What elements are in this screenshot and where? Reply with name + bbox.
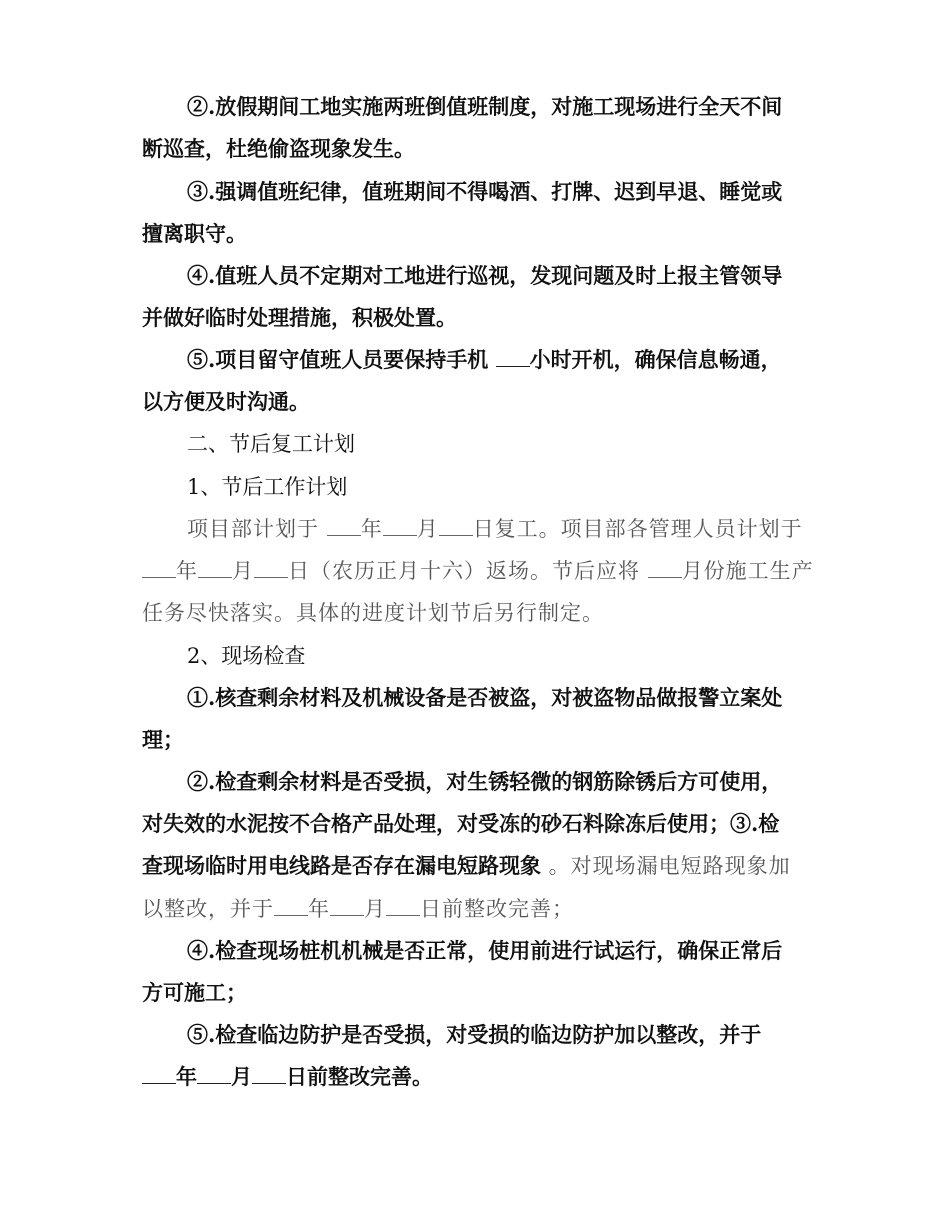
text-line <box>142 1062 822 1092</box>
text-span: ⑤.项目留守值班人员要保持手机 <box>187 347 496 372</box>
text-span: 年 <box>308 897 330 921</box>
fill-blank <box>142 557 176 578</box>
text-span: 月 <box>416 517 439 541</box>
text-line <box>142 894 822 924</box>
text-span: 。对现场漏电短路现象加 <box>541 854 791 878</box>
fill-blank <box>383 515 417 536</box>
text-span: 2、现场检查 <box>187 644 306 668</box>
text-line <box>187 92 867 122</box>
text-line <box>187 261 867 291</box>
fill-blank <box>142 1063 176 1084</box>
text-span: 日前整改完善； <box>420 897 574 921</box>
text-line <box>187 1020 867 1050</box>
text-line <box>142 809 822 839</box>
fill-blank <box>648 557 682 578</box>
text-span: ④.检查现场桩机机械是否正常，使用前进行试运行，确保正常后 <box>187 938 783 963</box>
text-line <box>187 177 867 207</box>
fill-blank <box>252 1063 286 1084</box>
text-line <box>187 514 867 544</box>
text-span: 年 <box>176 1064 197 1089</box>
text-span: 项目部计划于 <box>187 517 327 541</box>
fill-blank <box>197 1063 231 1084</box>
text-line <box>142 725 822 755</box>
fill-blank <box>330 895 364 916</box>
text-line <box>142 556 822 586</box>
text-span: 年 <box>360 517 383 541</box>
fill-blank <box>496 346 530 367</box>
fill-blank <box>198 557 232 578</box>
text-line <box>142 851 822 881</box>
text-span: 月 <box>232 559 254 583</box>
text-span: 日前整改完善。 <box>286 1064 433 1089</box>
text-span: 擅离职守。 <box>142 221 247 246</box>
fill-blank <box>439 515 473 536</box>
fill-blank <box>254 557 288 578</box>
text-span: 小时开机，确保信息畅通， <box>529 347 782 372</box>
text-span: ②.放假期间工地实施两班倒值班制度，对施工现场进行全天不间 <box>187 94 783 119</box>
text-line <box>187 683 867 713</box>
text-line <box>187 936 867 966</box>
text-span: 月 <box>364 897 386 921</box>
text-line <box>142 387 822 417</box>
text-span: ③.强调值班纪律，值班期间不得喝酒、打牌、迟到早退、睡觉或 <box>187 179 783 204</box>
text-span: 查现场临时用电线路是否存在漏电短路现象 <box>142 853 541 878</box>
text-span: 月 <box>231 1064 252 1089</box>
text-line <box>142 219 822 249</box>
text-span: 以方便及时沟通。 <box>142 389 310 414</box>
text-span: 二、节后复工计划 <box>187 432 355 456</box>
text-span: 对失效的水泥按不合格产品处理，对受冻的砂石料除冻后使用；③.检 <box>142 811 780 836</box>
text-line <box>187 767 867 797</box>
section-heading <box>187 429 867 459</box>
text-span: ④.值班人员不定期对工地进行巡视，发现问题及时上报主管领导 <box>187 263 783 288</box>
text-span: 以整改，并于 <box>142 897 274 921</box>
text-span: 并做好临时处理措施，积极处置。 <box>142 305 457 330</box>
text-span: 理； <box>142 727 184 752</box>
text-span: 1、节后工作计划 <box>187 475 348 499</box>
text-span: ①.核查剩余材料及机械设备是否被盗，对被盗物品做报警立案处 <box>187 685 783 710</box>
fill-blank <box>386 895 420 916</box>
text-span: 月份施工生产 <box>681 559 814 583</box>
text-span: 断巡查，杜绝偷盗现象发生。 <box>142 136 415 161</box>
subsection-heading <box>187 641 867 671</box>
text-line <box>142 598 822 628</box>
text-line <box>187 345 867 375</box>
subsection-heading <box>187 472 867 502</box>
text-span: 任务尽快落实。具体的进度计划节后另行制定。 <box>142 601 604 625</box>
text-span: 日复工。项目部各管理人员计划于 <box>472 517 803 541</box>
text-line <box>142 303 822 333</box>
fill-blank <box>274 895 308 916</box>
text-span: ②.检查剩余材料是否受损，对生锈轻微的钢筋除锈后方可使用， <box>187 769 783 794</box>
text-line <box>142 978 822 1008</box>
fill-blank <box>327 515 361 536</box>
text-span: 年 <box>176 559 198 583</box>
text-span: 日（农历正月十六）返场。节后应将 <box>288 559 648 583</box>
text-line <box>142 134 822 164</box>
text-span: 方可施工； <box>142 980 247 1005</box>
text-span: ⑤.检查临边防护是否受损，对受损的临边防护加以整改，并于 <box>187 1022 762 1047</box>
